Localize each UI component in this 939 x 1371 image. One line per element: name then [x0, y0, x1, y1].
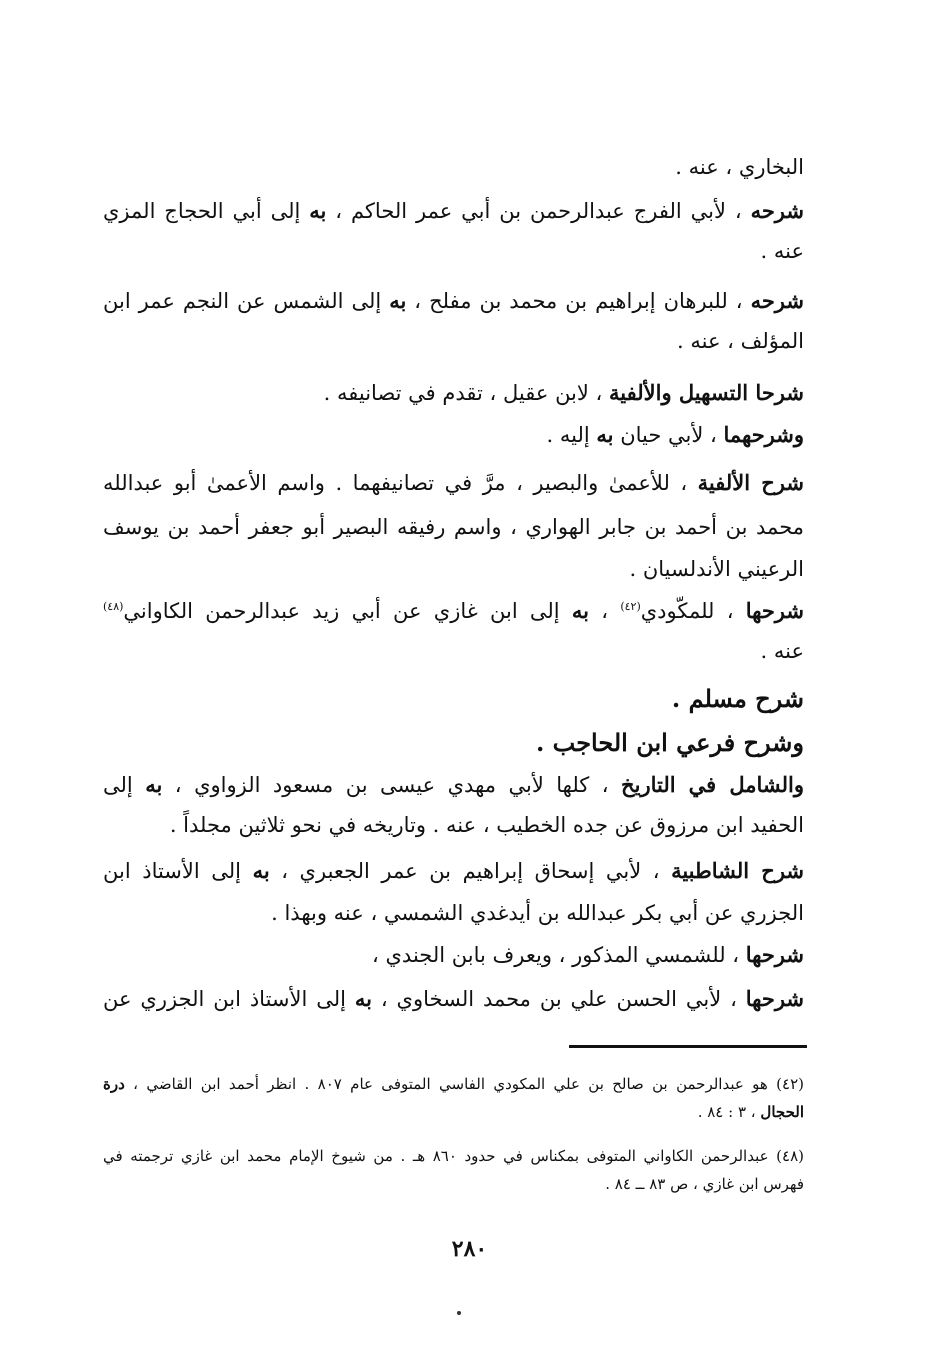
text-run: ،: [589, 599, 621, 623]
text-line: [103, 856, 804, 886]
text-run: ، للشمسي المذكور ، ويعرف بابن الجندي ،: [372, 943, 746, 967]
footnote-ref: (٤٢): [620, 600, 641, 613]
bold-term: به: [571, 598, 590, 623]
text-run: ، لأبي حيان: [613, 423, 724, 447]
bold-term: والشامل في التاريخ: [621, 772, 804, 797]
text-run: الحفيد ابن مرزوق عن جده الخطيب ، عنه . وتاريخه في نحو ثلاثين مجلداً .: [169, 813, 804, 837]
text-line: [103, 770, 804, 800]
footnote-ref: (٤٨): [103, 600, 124, 613]
text-line: [605, 1172, 804, 1196]
text-line: [103, 468, 804, 498]
bold-term: شرح الألفية: [697, 470, 804, 495]
bold-term: شرحه: [750, 198, 804, 223]
text-line: [761, 236, 804, 266]
text-run: إليه .: [546, 423, 597, 447]
text-run: عنه .: [760, 639, 804, 663]
bold-term: شرح مسلم .: [671, 684, 804, 713]
text-run: إلى أبي الحجاج المزي: [103, 199, 310, 223]
text-run: الجزري عن أبي بكر عبدالله بن أيدغدي الشمسي ، عنه وبهذا .: [271, 901, 804, 925]
text-line: [103, 1072, 804, 1096]
bold-term: به: [309, 198, 327, 223]
text-line: [103, 984, 804, 1014]
bold-term: به: [596, 422, 614, 447]
bold-term: وشرحهما: [723, 422, 804, 447]
text-run: (٤٢) هو عبدالرحمن بن صالح بن علي المكودي الفاسي المتوفى عام ٨٠٧ . انظر أحمد ابن القاضي ،: [124, 1075, 804, 1093]
text-run: الرعيني الأندلسيان .: [629, 557, 804, 581]
text-line: [170, 810, 804, 840]
bold-term: به: [145, 772, 163, 797]
text-line: [677, 326, 804, 356]
text-line: [698, 1100, 804, 1124]
bold-term: الحجال: [760, 1103, 804, 1121]
text-run: ، للمكّودي: [640, 599, 746, 623]
text-line: [672, 684, 804, 714]
bold-term: شرحه: [750, 288, 804, 313]
text-line: [761, 636, 804, 666]
text-run: فهرس ابن غازي ، ص ٨٣ ــ ٨٤ .: [605, 1175, 804, 1193]
text-run: ، لأبي الفرج عبدالرحمن بن أبي عمر الحاكم ،: [326, 199, 751, 223]
footnote-separator: [569, 1045, 807, 1048]
text-run: إلى الأستاذ ابن: [103, 859, 253, 883]
bold-term: شرحها: [745, 942, 804, 967]
text-run: عنه .: [760, 239, 804, 263]
text-run: ، لأبي الحسن علي بن محمد السخاوي ،: [371, 987, 746, 1011]
text-run: ، كلها لأبي مهدي عيسى بن مسعود الزواوي ،: [162, 773, 622, 797]
text-line: [271, 898, 804, 928]
bold-term: به: [354, 986, 372, 1011]
bold-term: به: [252, 858, 270, 883]
bold-term: شرحا التسهيل والألفية: [609, 380, 804, 405]
text-line: [536, 728, 804, 758]
scan-speck: [457, 1311, 461, 1315]
text-line: [103, 596, 804, 626]
text-run: ، لأبي إسحاق إبراهيم بن عمر الجعبري ،: [269, 859, 672, 883]
bold-term: درة: [103, 1075, 125, 1093]
text-run: البخاري ، عنه .: [675, 155, 804, 179]
text-line: [324, 378, 804, 408]
bold-term: شرحها: [745, 986, 805, 1011]
text-run: إلى الشمس عن النجم عمر ابن: [103, 289, 390, 313]
text-line: [547, 420, 804, 450]
text-line: [629, 554, 804, 584]
text-run: ، للأعمىٰ والبصير ، مرَّ في تصانيفهما . واسم الأعمىٰ أبو عبدالله: [103, 471, 698, 495]
page-number: ٢٨٠: [451, 1236, 488, 1262]
bold-term: به: [389, 288, 407, 313]
text-line: [103, 286, 804, 316]
text-line: [372, 940, 804, 970]
bold-term: شرحها: [745, 598, 804, 623]
text-line: [103, 512, 804, 542]
text-line: [675, 152, 804, 182]
text-run: إلى الأستاذ ابن الجزري عن: [103, 987, 355, 1011]
text-run: إلى: [103, 773, 146, 797]
bold-term: وشرح فرعي ابن الحاجب .: [535, 728, 804, 757]
text-run: المؤلف ، عنه .: [677, 329, 804, 353]
text-run: محمد بن أحمد بن جابر الهواري ، واسم رفيقه البصير أبو جعفر أحمد بن يوسف: [103, 515, 804, 539]
text-run: (٤٨) عبدالرحمن الكاواني المتوفى بمكناس في حدود ٨٦٠ هـ . من شيوخ الإمام محمد ابن غازي ترجمته في: [103, 1147, 804, 1165]
bold-term: شرح الشاطبية: [671, 858, 805, 883]
text-line: [103, 196, 804, 226]
text-run: إلى ابن غازي عن أبي زيد عبدالرحمن الكاواني: [123, 599, 572, 623]
text-line: [103, 1144, 804, 1168]
text-run: ، ٣ : ٨٤ .: [697, 1103, 761, 1121]
text-run: ، للبرهان إبراهيم بن محمد بن مفلح ،: [406, 289, 751, 313]
text-run: ، لابن عقيل ، تقدم في تصانيفه .: [323, 381, 610, 405]
